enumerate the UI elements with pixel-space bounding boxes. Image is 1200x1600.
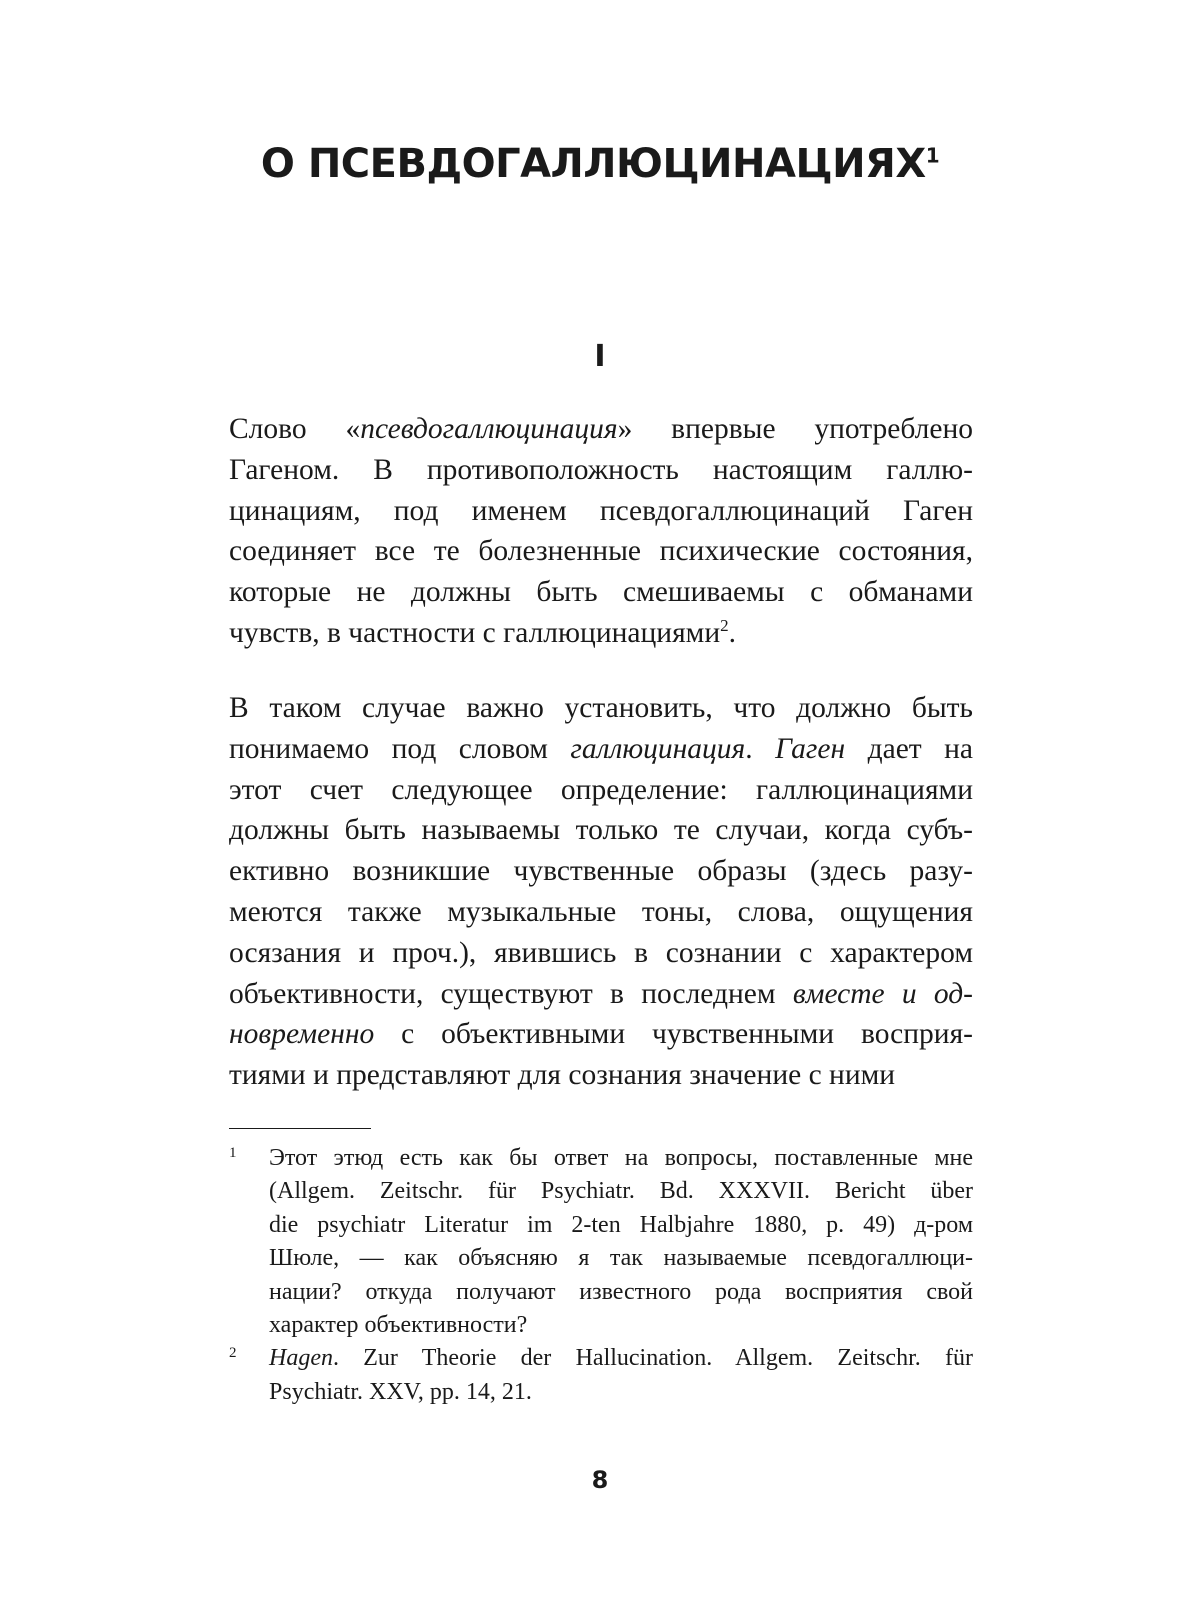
text-line [229, 613, 973, 654]
footnote-number: 1 [229, 1145, 237, 1161]
text-segment: Гагеном. В противоположность настоящим галлю- [229, 453, 973, 486]
section-numeral: I [594, 339, 606, 374]
page-number: 8 [591, 1466, 609, 1494]
text-segment: (Allgem. Zeitschr. für Psychiatr. Bd. XXXVII. Bericht über [269, 1178, 973, 1205]
footnote-body [269, 1342, 973, 1409]
text-line [229, 810, 973, 851]
text-segment: ективно возникшие чувственные образы (здесь разу- [229, 855, 973, 888]
footnote-divider [229, 1128, 371, 1129]
paragraph-1 [229, 409, 973, 654]
text-segment: должны быть называемы только те случаи, когда субъ- [229, 814, 973, 847]
text-segment: . [728, 616, 736, 649]
chapter-footnote-marker[interactable]: 1 [925, 143, 940, 168]
text-line [229, 1014, 973, 1055]
text-line [229, 933, 973, 974]
text-segment: этот счет следующее определение: галлюцинациями [229, 773, 973, 806]
text-line [269, 1142, 973, 1175]
text-line [269, 1376, 973, 1409]
italic-text: галлюцинация [570, 732, 746, 765]
text-segment: Слово « [229, 413, 361, 445]
footnote-reference[interactable]: 2 [720, 616, 729, 636]
text-line [229, 974, 973, 1015]
text-segment: с объективными чувственными восприя- [374, 1018, 973, 1051]
text-line [229, 892, 973, 933]
italic-text: вместе и од- [792, 977, 973, 1010]
italic-text: Hagen [269, 1345, 333, 1372]
text-segment: тиями и представляют для сознания значение с ними [229, 1059, 896, 1092]
text-line [269, 1175, 973, 1208]
text-line [229, 491, 973, 532]
text-line [229, 729, 973, 770]
text-segment: характер объективности? [269, 1312, 528, 1339]
text-segment: В таком случае важно установить, что должно быть [229, 692, 973, 724]
text-line [229, 851, 973, 892]
text-segment: которые не должны быть смешиваемы с обманами [229, 576, 973, 609]
text-segment: Шюле, — как объясняю я так называемые псевдогаллюци- [269, 1245, 973, 1272]
chapter-title [0, 142, 1200, 186]
chapter-title-text: О ПСЕВДОГАЛЛЮЦИНАЦИЯХ [260, 141, 926, 187]
footnotes [229, 1142, 973, 1409]
text-line [229, 572, 973, 613]
text-segment: . [745, 732, 776, 765]
text-line [229, 1055, 973, 1096]
text-segment: die psychiatr Literatur im 2-ten Halbjahre 1880, p. 49) д-ром [269, 1211, 973, 1238]
footnote-number: 2 [229, 1345, 237, 1362]
footnote-2 [229, 1342, 973, 1409]
text-segment: объективности, существуют в последнем [229, 977, 793, 1010]
text-line [229, 770, 973, 811]
text-segment: осязания и проч.), явившись в сознании с характером [229, 936, 973, 969]
text-segment: Этот этюд есть как бы ответ на вопросы, поставленные мне [269, 1145, 973, 1171]
text-segment: . Zur Theorie der Hallucination. Allgem. Zeitschr. für [332, 1345, 973, 1372]
text-segment: понимаемо под словом [229, 732, 571, 765]
footnote-1 [229, 1142, 973, 1342]
text-segment: цинациям, под именем псевдогаллюцинаций Гаген [229, 494, 973, 527]
text-segment: дает на [845, 732, 974, 765]
paragraph-2 [229, 688, 973, 1096]
text-line [269, 1309, 973, 1342]
italic-text: новременно [229, 1018, 375, 1051]
text-line [229, 409, 973, 450]
text-segment: » впервые употреблено [617, 413, 973, 445]
text-line [269, 1209, 973, 1242]
italic-text: Гаген [775, 732, 846, 765]
text-segment: соединяет все те болезненные психические состояния, [229, 535, 973, 568]
text-line [229, 531, 973, 572]
text-segment: чувств, в частности с галлюцинациями [229, 616, 721, 649]
text-segment: Psychiatr. XXV, pp. 14, 21. [269, 1378, 532, 1405]
text-line [269, 1276, 973, 1309]
footnote-body [269, 1142, 973, 1342]
text-segment: меются также музыкальные тоны, слова, ощущения [229, 895, 973, 928]
text-line [269, 1242, 973, 1275]
italic-text: псевдогаллюцинация [360, 413, 618, 445]
text-segment: нации? откуда получают известного рода восприятия свой [269, 1278, 973, 1305]
text-line [229, 450, 973, 491]
text-line [229, 688, 973, 729]
text-line [269, 1342, 973, 1375]
